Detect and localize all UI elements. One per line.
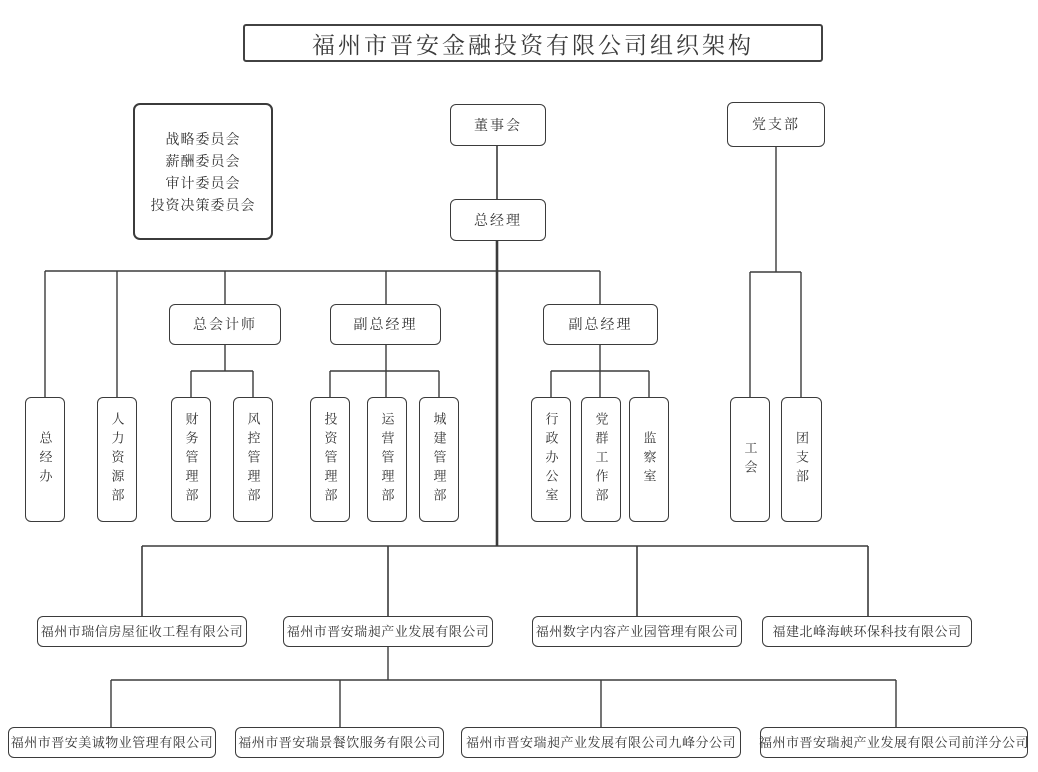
dept-human-resources: [97, 397, 137, 522]
committee-compensation: 薪酬委员会: [165, 152, 241, 169]
dept-finance-management: [171, 397, 211, 522]
dept-label: 财务管理部: [183, 412, 199, 507]
dept-administrative-office: [531, 397, 571, 522]
dept-general-manager-office: [25, 397, 65, 522]
branch-meicheng-property: 福州市晋安美诚物业管理有限公司: [8, 727, 216, 758]
dept-label: 风控管理部: [245, 412, 261, 507]
dept-label: 运营管理部: [379, 412, 395, 507]
subsidiary-beifeng-haixia-env: 福建北峰海峡环保科技有限公司: [762, 616, 972, 647]
branch-ruichang-jiufeng: 福州市晋安瑞昶产业发展有限公司九峰分公司: [461, 727, 741, 758]
committees-box: [133, 103, 273, 240]
branch-ruichang-qianyang: 福州市晋安瑞昶产业发展有限公司前洋分公司: [760, 727, 1028, 758]
dept-investment-management: [310, 397, 350, 522]
branch-ruijing-catering: 福州市晋安瑞景餐饮服务有限公司: [235, 727, 444, 758]
dept-risk-control-management: [233, 397, 273, 522]
dept-label: 党群工作部: [593, 412, 609, 507]
dept-label: 城建管理部: [431, 412, 447, 507]
dept-label: 工会: [742, 440, 758, 479]
node-deputy-general-manager-2: 副总经理: [543, 304, 658, 345]
dept-label: 投资管理部: [322, 412, 338, 507]
node-deputy-general-manager-1: 副总经理: [330, 304, 441, 345]
node-board-of-directors: 董事会: [450, 104, 546, 146]
subsidiary-ruixin-housing: 福州市瑞信房屋征收工程有限公司: [37, 616, 247, 647]
dept-labor-union: [730, 397, 770, 522]
subsidiary-digital-content-park: 福州数字内容产业园管理有限公司: [532, 616, 742, 647]
dept-label: 总经办: [37, 431, 53, 488]
node-general-manager: 总经理: [450, 199, 546, 241]
dept-label: 监察室: [641, 431, 657, 488]
dept-label: 人力资源部: [109, 412, 125, 507]
committee-investment-decision: 投资决策委员会: [150, 196, 256, 213]
chart-title: 福州市晋安金融投资有限公司组织架构: [243, 24, 823, 62]
committee-audit: 审计委员会: [165, 174, 241, 191]
node-party-branch: 党支部: [727, 102, 825, 147]
subsidiary-ruichang-industry: 福州市晋安瑞昶产业发展有限公司: [283, 616, 493, 647]
node-chief-accountant: 总会计师: [169, 304, 281, 345]
dept-urban-construction-management: [419, 397, 459, 522]
dept-party-mass-work: [581, 397, 621, 522]
dept-operations-management: [367, 397, 407, 522]
committee-strategy: 战略委员会: [165, 130, 241, 147]
dept-supervision-office: [629, 397, 669, 522]
dept-label: 团支部: [794, 431, 809, 488]
dept-label: 行政办公室: [543, 412, 559, 507]
dept-youth-league-branch: [781, 397, 822, 522]
